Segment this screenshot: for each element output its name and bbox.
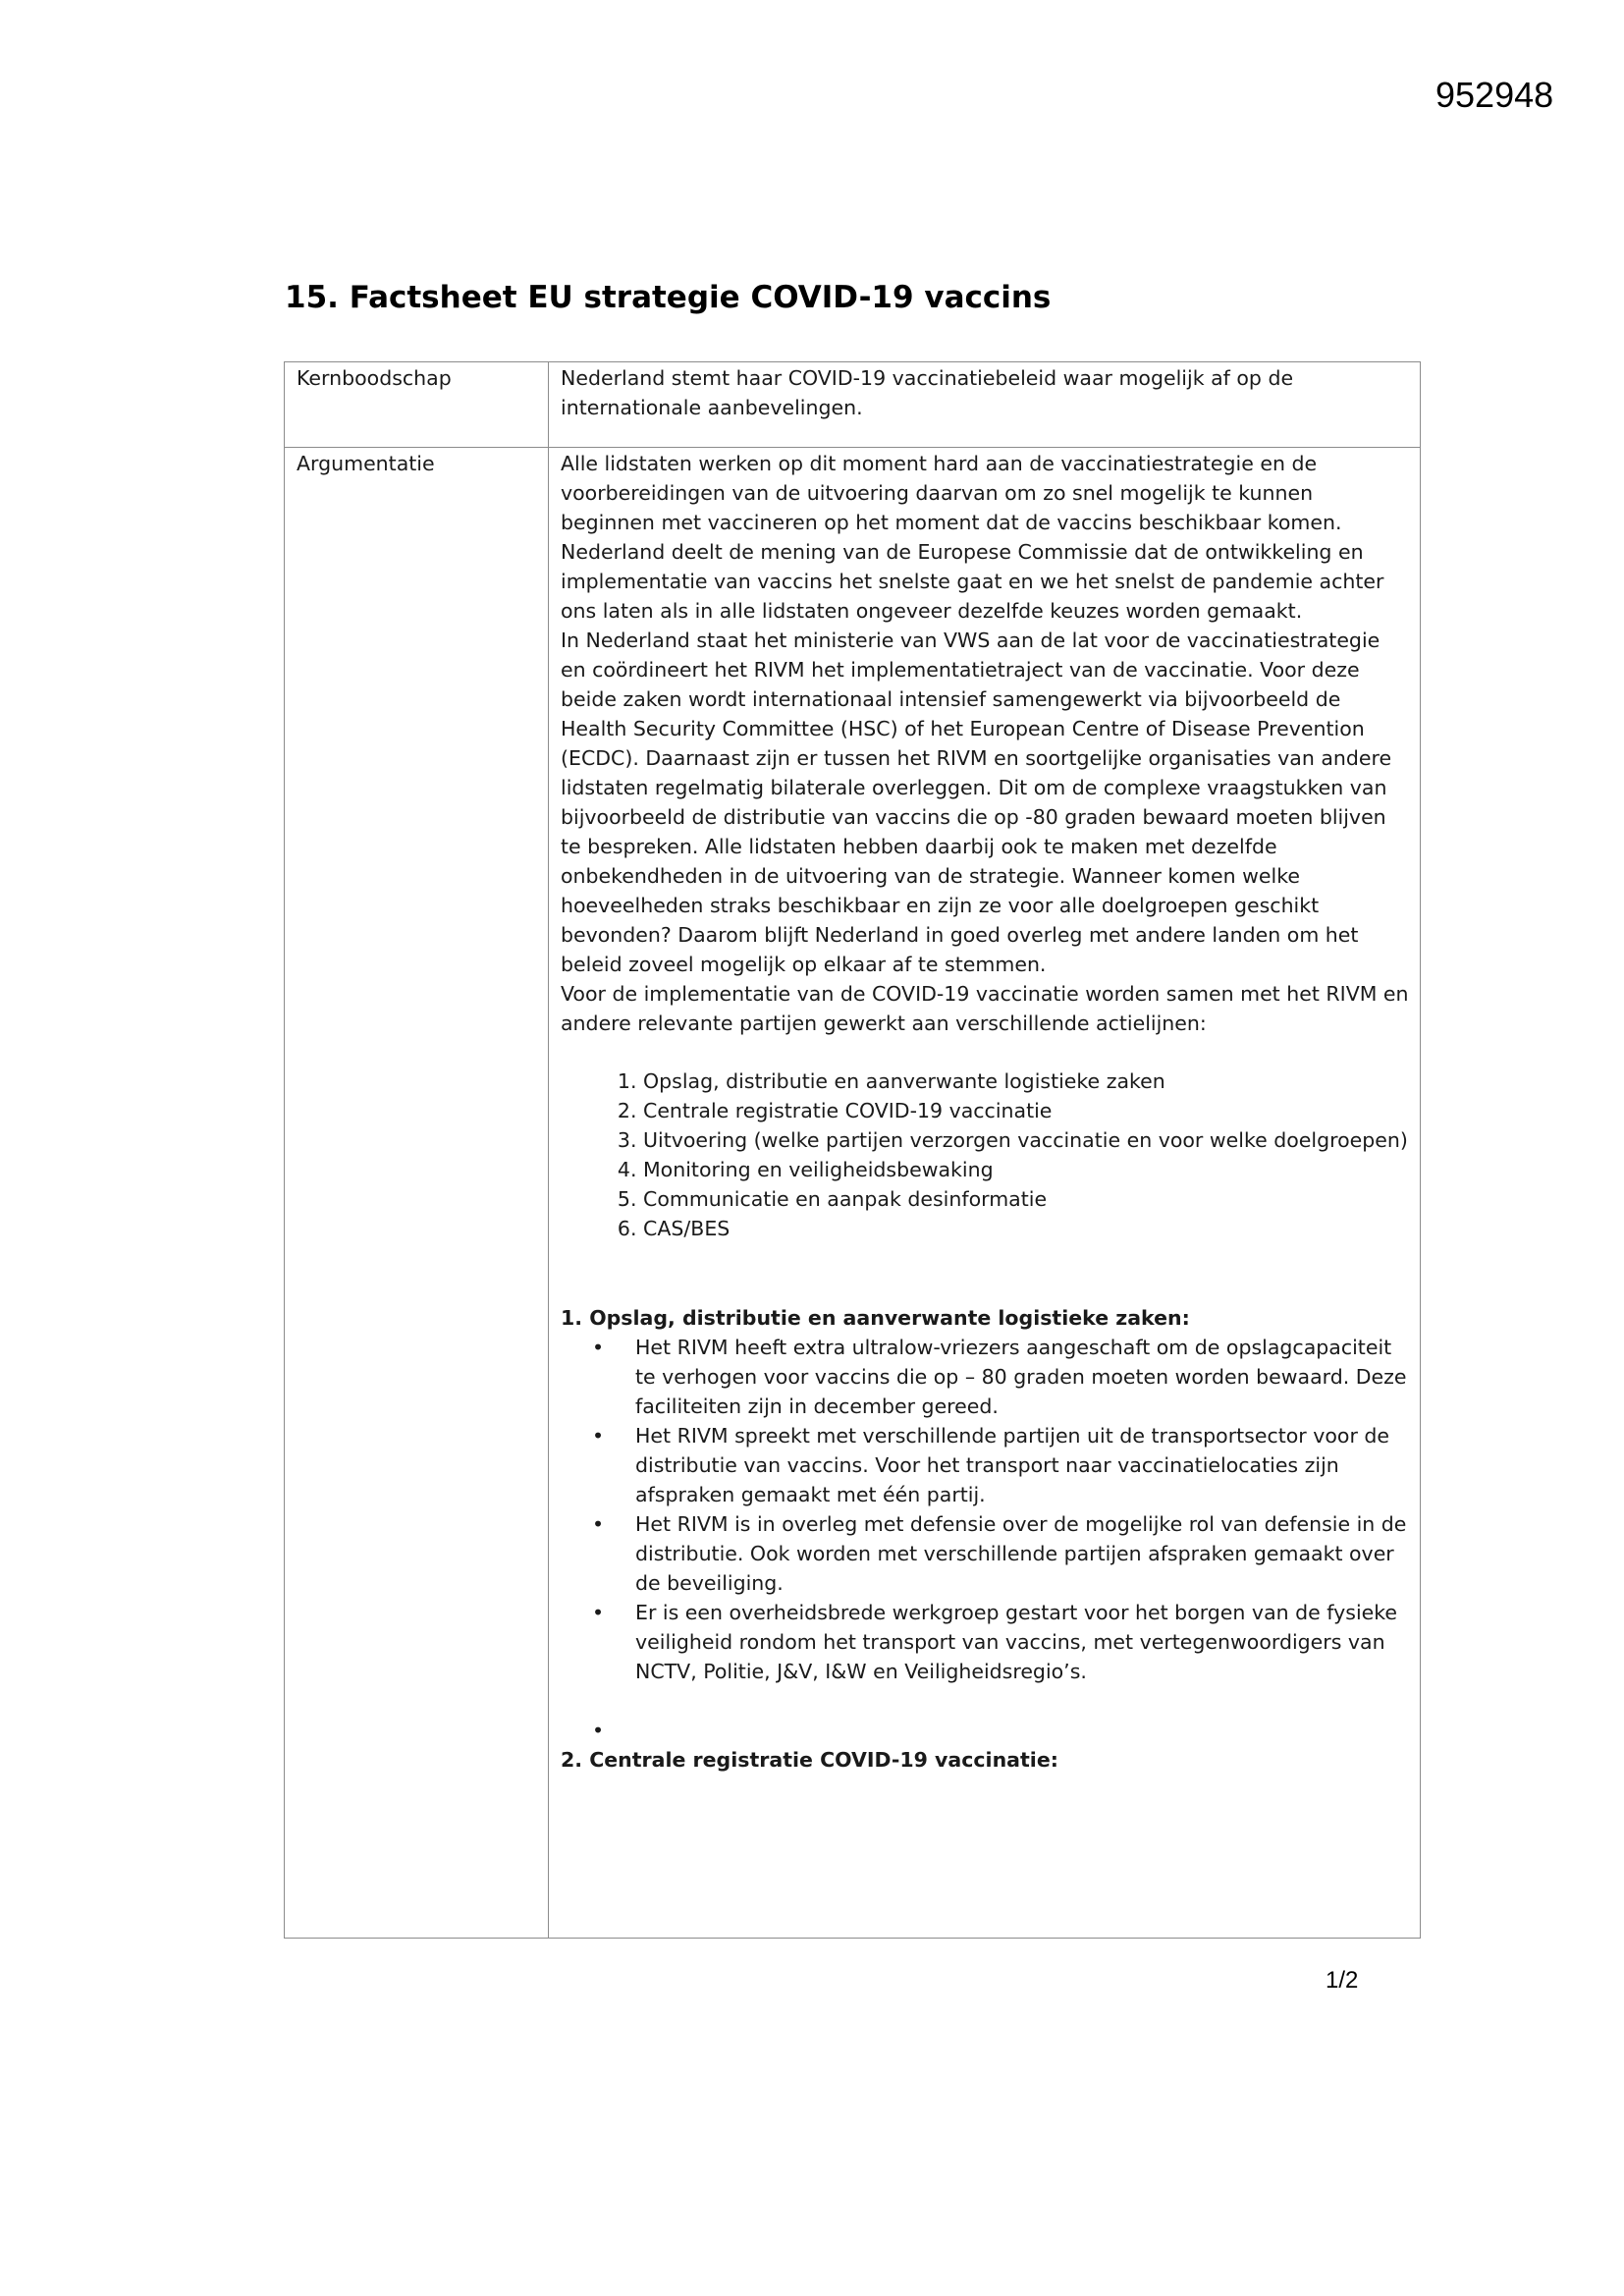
- table-row-kernboodschap: [285, 362, 1421, 448]
- list-item: 2. Centrale registratie COVID-19 vaccinatie: [643, 1096, 1410, 1125]
- label-argumentatie: Argumentatie: [297, 452, 435, 475]
- list-item: 4. Monitoring en veiligheidsbewaking: [643, 1155, 1410, 1184]
- list-item: • Het RIVM is in overleg met defensie over de mogelijke rol van defensie in de distributie. Ook worden met verschillende partijen afspraken gemaakt over de beveiliging.: [635, 1509, 1410, 1598]
- argumentatie-paragraph-3: Voor de implementatie van de COVID-19 vaccinatie worden samen met het RIVM en andere relevante partijen gewerkt aan verschillende actielijnen:: [561, 982, 1409, 1035]
- empty-bullet: [561, 1716, 1410, 1745]
- section-1-heading: 1. Opslag, distributie en aanverwante logistieke zaken:: [561, 1306, 1190, 1330]
- list-item: • Er is een overheidsbrede werkgroep gestart voor het borgen van de fysieke veiligheid rondom het transport van vaccins, met vertegenwoordigers van NCTV, Politie, J&V, I&W en Veiligheidsregio’s.: [635, 1598, 1410, 1686]
- action-lines-list: [561, 1066, 1410, 1243]
- list-item: 6. CAS/BES: [643, 1214, 1410, 1243]
- kernboodschap-text: Nederland stemt haar COVID-19 vaccinatiebeleid waar mogelijk af op de internationale aanbevelingen.: [561, 366, 1294, 419]
- list-item: • Het RIVM spreekt met verschillende partijen uit de transportsector voor de distributie van vaccins. Voor het transport naar vaccinatielocaties zijn afspraken gemaakt met één partij.: [635, 1421, 1410, 1509]
- table-row-argumentatie: [285, 448, 1421, 1939]
- argumentatie-paragraph-1: Alle lidstaten werken op dit moment hard aan de vaccinatiestrategie en de voorbereidingen van de uitvoering daarvan om zo snel mogelijk te kunnen beginnen met vaccineren op het moment dat de vaccins beschikbaar komen. Nederland deelt de mening van de Europese Commissie dat de ontwikkeling en implementatie van vaccins het snelste gaat en we het snelst de pandemie achter ons laten als in alle lidstaten ongeveer dezelfde keuzes worden gemaakt.: [561, 452, 1384, 623]
- list-item: • Het RIVM heeft extra ultralow-vriezers aangeschaft om de opslagcapaciteit te verhogen voor vaccins die op – 80 graden moeten worden bewaard. Deze faciliteiten zijn in december gereed.: [635, 1333, 1410, 1421]
- content-cell-argumentatie: [549, 448, 1421, 1939]
- document-number: 952948: [1435, 75, 1554, 115]
- section-1-bullets: [561, 1333, 1410, 1686]
- label-kernboodschap: Kernboodschap: [297, 366, 452, 390]
- section-2-heading: 2. Centrale registratie COVID-19 vaccinatie:: [561, 1748, 1058, 1772]
- label-cell-kernboodschap: [285, 362, 549, 448]
- content-cell-kernboodschap: [549, 362, 1421, 448]
- page-number: 1/2: [1326, 1967, 1359, 1994]
- list-item: 5. Communicatie en aanpak desinformatie: [643, 1184, 1410, 1214]
- label-cell-argumentatie: [285, 448, 549, 1939]
- argumentatie-paragraph-2: In Nederland staat het ministerie van VWS aan de lat voor de vaccinatiestrategie en coördineert het RIVM het implementatietraject van de vaccinatie. Voor deze beide zaken wordt internationaal intensief samengewerkt via bijvoorbeeld de Health Security Committee (HSC) of het European Centre of Disease Prevention (ECDC). Daarnaast zijn er tussen het RIVM en soortgelijke organisaties van andere lidstaten regelmatig bilaterale overleggen. Dit om de complexe vraagstukken van bijvoorbeeld de distributie van vaccins die op -80 graden bewaard moeten blijven te bespreken. Alle lidstaten hebben daarbij ook te maken met dezelfde onbekendheden in de uitvoering van de strategie. Wanneer komen welke hoeveelheden straks beschikbaar en zijn ze voor alle doelgroepen geschikt bevonden? Daarom blijft Nederland in goed overleg met andere landen om het beleid zoveel mogelijk op elkaar af te stemmen.: [561, 629, 1392, 976]
- list-item: 3. Uitvoering (welke partijen verzorgen vaccinatie en voor welke doelgroepen): [643, 1125, 1410, 1155]
- factsheet-table: [284, 361, 1421, 1939]
- list-item: 1. Opslag, distributie en aanverwante logistieke zaken: [643, 1066, 1410, 1096]
- page-title: 15. Factsheet EU strategie COVID-19 vaccins: [285, 280, 1052, 315]
